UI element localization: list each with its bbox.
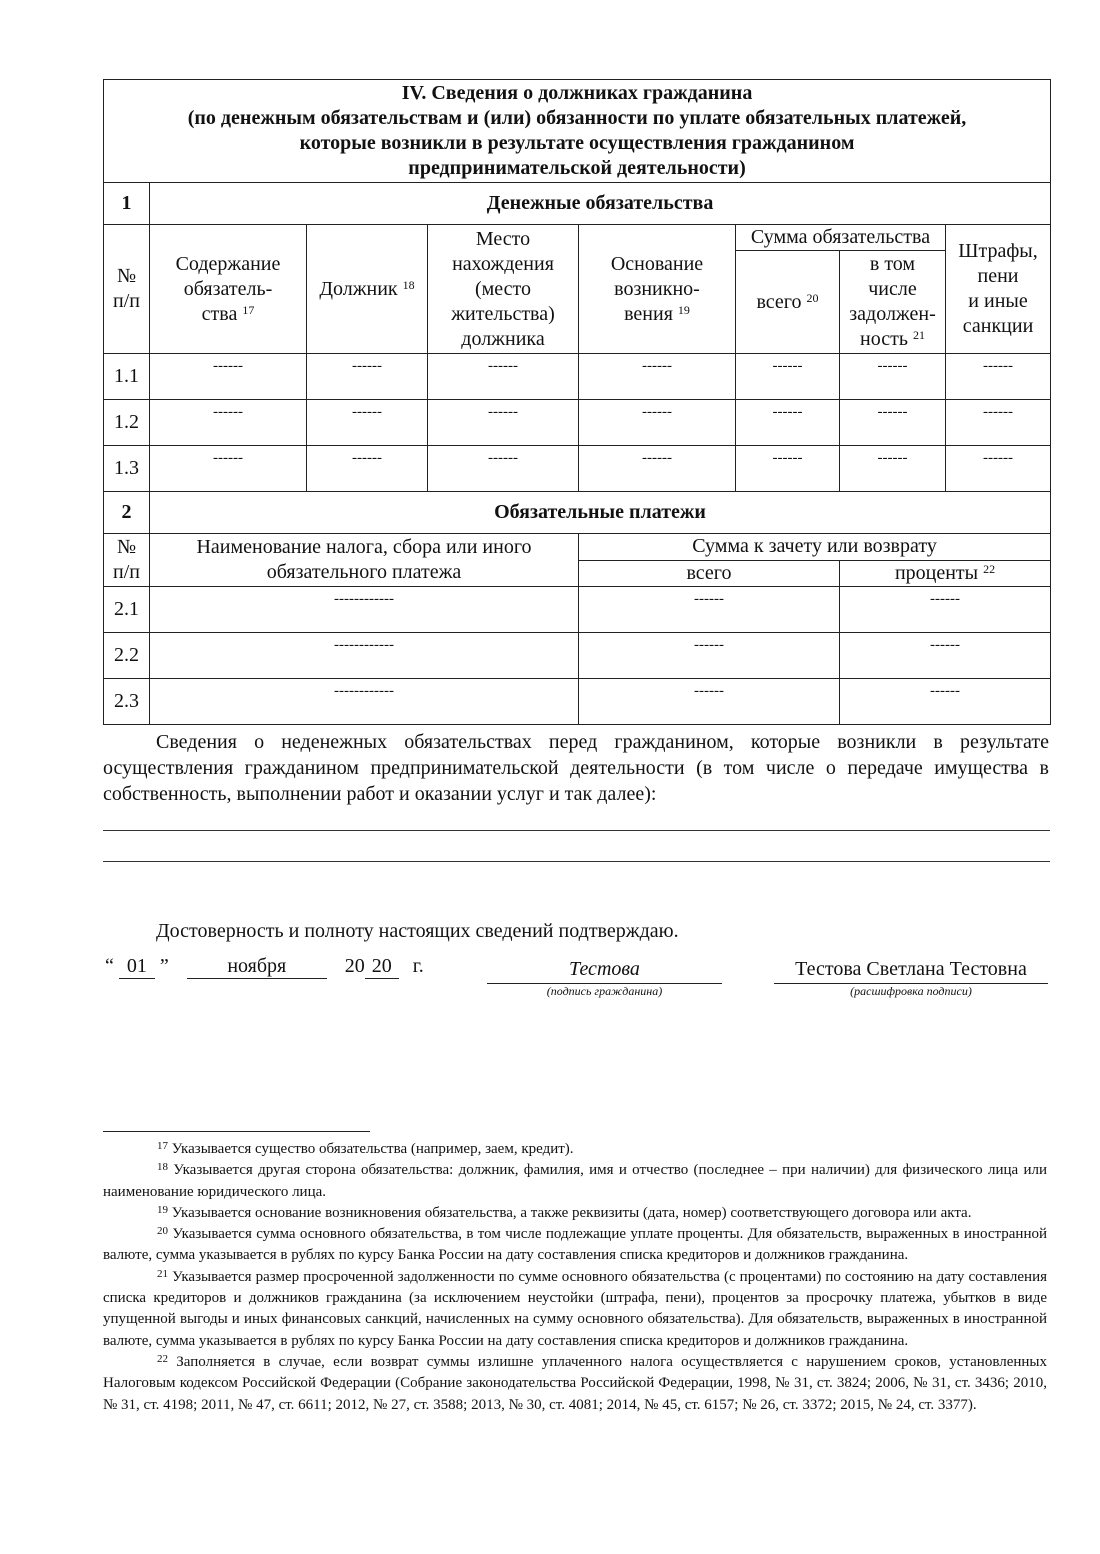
header-place-d: жительства) (451, 302, 555, 325)
date-year-suffix: 20 (365, 955, 399, 979)
part1-title: Денежные обязательства (150, 183, 1051, 225)
cell: ------ (428, 446, 579, 492)
footnote-text: Указывается основание возникновения обязательства, а также реквизиты (дата, номер) соответствующего договора или акта. (171, 1204, 972, 1221)
table-row (104, 633, 1051, 679)
section-title-line3: которые возникли в результате осуществления гражданином (299, 132, 855, 154)
cell: ------ (946, 400, 1051, 446)
header-fines-c: и иные (968, 290, 1028, 312)
cell: ------------ (150, 587, 579, 633)
cell: ------ (946, 446, 1051, 492)
footnote-separator (103, 1131, 370, 1132)
table-row (104, 679, 1051, 725)
part1-number: 1 (104, 183, 150, 225)
footnote-ref-18: 18 (402, 277, 415, 292)
part2-header-num (104, 534, 150, 587)
part2-header-percent (840, 560, 1051, 587)
part2-header-sum: Сумма к зачету или возврату (579, 534, 1051, 561)
cell: ------ (840, 354, 946, 400)
footnote (103, 1267, 1047, 1352)
header-overdue (840, 251, 946, 354)
table-row (104, 400, 1051, 446)
part2-number: 2 (104, 492, 150, 534)
header-content-b: обязатель- (183, 277, 273, 300)
header-basis-a: Основание (610, 252, 704, 275)
date-month: ноября (187, 955, 327, 979)
header-num-b: п/п (113, 290, 140, 312)
cell: ------ (428, 354, 579, 400)
row-number: 1.3 (104, 446, 150, 492)
header-num (104, 225, 150, 354)
cell: ------ (840, 587, 1051, 633)
cell: ------ (428, 400, 579, 446)
header-overdue-b: числе (868, 278, 917, 300)
header-total-label: всего (756, 290, 802, 313)
header-basis-c: вения (624, 302, 673, 325)
row-number: 1.1 (104, 354, 150, 400)
cell: ------ (736, 400, 840, 446)
cell: ------ (946, 354, 1051, 400)
footnote-number: 17 (157, 1140, 168, 1152)
footnote-text: Указывается сумма основного обязательства, в том числе подлежащие уплате проценты. Для обязательств, выраженных в иностранной валюте, сумма указывается в рублях по курсу Банка России на дату составления списка кредиторов и должников гражданина. (103, 1226, 1048, 1264)
section-title-line2: (по денежным обязательствам и (или) обязанности по уплате обязательных платежей, (187, 107, 967, 129)
footnotes (103, 1139, 1047, 1416)
cell: ------ (150, 354, 307, 400)
footnote-ref-17: 17 (242, 302, 255, 317)
cell: ------ (307, 354, 428, 400)
nonmonetary-paragraph: Сведения о неденежных обязательствах перед гражданином, которые возникли в результате осуществления гражданином предпринимательской деятельности (в том числе о передаче имущества в собственность, выполнении работ и оказании услуг и так далее): (103, 731, 1049, 805)
section-title (104, 80, 1051, 183)
header-fines-b: пени (977, 265, 1019, 287)
footnote-number: 18 (157, 1161, 168, 1174)
cell: ------ (579, 400, 736, 446)
quote-open: “ (105, 955, 114, 977)
cell: ------ (579, 446, 736, 492)
header-debtor (307, 225, 428, 354)
footnote-ref-19: 19 (677, 302, 690, 317)
cell: ------ (579, 633, 840, 679)
header-num-a: № (116, 265, 137, 287)
cell: ------ (736, 446, 840, 492)
debtors-table (103, 79, 1051, 725)
header-fines-d: санкции (962, 315, 1034, 337)
signature-full-name-caption: (расшифровка подписи) (850, 984, 972, 998)
cell: ------------ (150, 633, 579, 679)
row-number: 2.2 (104, 633, 150, 679)
header-overdue-d: ность (860, 328, 908, 350)
cell: ------ (736, 354, 840, 400)
header-fines (946, 225, 1051, 354)
row-number: 2.1 (104, 587, 150, 633)
cell: ------ (150, 446, 307, 492)
cell: ------------ (150, 679, 579, 725)
date-year-prefix: 20 (344, 955, 365, 977)
footnote-text: Заполняется в случае, если возврат суммы излишне уплаченного налога осуществляется с нарушением сроков, установленных Налоговым кодексом Российской Федерации (Собрание законодательства Российской Федерации, 1998, № 31, ст. 3824; 2006, № 31, ст. 3436; 2010, № 31, ст. 4198; 2011, № 47, ст. 6611; 2012, № 27, ст. 3588; 2013, № 30, ст. 4081; 2014, № 45, ст. 6157; № 26, ст. 3372; 2015, № 24, ст. 3377). (103, 1353, 1047, 1413)
date-day: 01 (119, 955, 155, 979)
footnote-number: 21 (157, 1267, 168, 1280)
fill-line-1 (103, 830, 1050, 831)
header-sum: Сумма обязательства (736, 225, 946, 251)
footnote (103, 1203, 1047, 1224)
signature: Тестова (487, 955, 722, 984)
footnote (103, 1352, 1047, 1416)
footnote-number: 22 (157, 1352, 168, 1365)
header-place-b: нахождения (452, 252, 554, 275)
part2-header-percent-label: проценты (894, 561, 979, 584)
part2-header-num-a: № (116, 536, 137, 558)
header-overdue-a: в том (869, 253, 916, 275)
cell: ------ (840, 679, 1051, 725)
cell: ------ (307, 446, 428, 492)
part2-header-total: всего (579, 560, 840, 587)
footnote-number: 20 (157, 1225, 168, 1238)
footnote (103, 1160, 1047, 1203)
header-place-c: (место (474, 277, 532, 300)
section-title-line4: предпринимательской деятельности) (408, 157, 746, 179)
header-total (736, 251, 840, 354)
signature-full-name: Тестова Светлана Тестовна (774, 955, 1048, 984)
header-basis-b: возникно- (614, 277, 700, 300)
part2-header-name (150, 534, 579, 587)
header-content-c: ства (201, 302, 238, 325)
date-year-unit: г. (412, 955, 424, 977)
cell: ------ (307, 400, 428, 446)
footnote (103, 1224, 1047, 1267)
header-place-e: должника (461, 327, 545, 350)
header-content-a: Содержание (175, 252, 281, 275)
part2-header-name-a: Наименование налога, сбора или иного (196, 536, 532, 558)
table-row (104, 587, 1051, 633)
row-number: 2.3 (104, 679, 150, 725)
footnote-text: Указывается другая сторона обязательства: должник, фамилия, имя и отчество (последнее – при наличии) для физического лица или наименование юридического лица. (103, 1162, 1047, 1200)
header-debtor-label: Должник (319, 277, 398, 300)
part2-title: Обязательные платежи (150, 492, 1051, 534)
cell: ------ (150, 400, 307, 446)
signature-caption: (подпись гражданина) (546, 984, 663, 998)
cell: ------ (840, 446, 946, 492)
row-number: 1.2 (104, 400, 150, 446)
footnote-text: Указывается размер просроченной задолженности по сумме основного обязательства (с процентами) по состоянию на дату составления списка кредиторов и должников гражданина (за исключением неустойки (штрафа, пени), процентов за просрочку платежа, убытков в виде упущенной выгоды и иных финансовых санкций, начисленных на сумму основного обязательства). Для обязательств, выраженных в иностранной валюте, сумма указывается в рублях по курсу Банка России на дату составления списка кредиторов и должников гражданина. (103, 1268, 1048, 1349)
confirmation-text: Достоверность и полноту настоящих сведений подтверждаю. (156, 920, 679, 942)
footnote-number: 19 (157, 1203, 168, 1216)
date-line (105, 955, 424, 985)
cell: ------ (579, 354, 736, 400)
cell: ------ (579, 587, 840, 633)
part2-header-num-b: п/п (113, 561, 140, 583)
quote-close: ” (159, 955, 169, 977)
header-basis (579, 225, 736, 354)
section-title-line1: IV. Сведения о должниках гражданина (401, 82, 753, 104)
cell: ------ (840, 633, 1051, 679)
header-fines-a: Штрафы, (958, 240, 1038, 262)
header-overdue-c: задолжен- (849, 303, 936, 325)
footnote-ref-21: 21 (912, 328, 925, 342)
cell: ------ (579, 679, 840, 725)
header-place (428, 225, 579, 354)
table-row (104, 446, 1051, 492)
part2-header-name-b: обязательного платежа (266, 561, 462, 583)
footnote (103, 1139, 1047, 1160)
header-place-a: Место (475, 227, 531, 250)
footnote-text: Указывается существо обязательства (например, заем, кредит). (171, 1141, 574, 1157)
footnote-ref-20: 20 (806, 290, 819, 305)
header-content (150, 225, 307, 354)
footnote-ref-22: 22 (983, 561, 996, 576)
fill-line-2 (103, 861, 1050, 862)
table-row (104, 354, 1051, 400)
cell: ------ (840, 400, 946, 446)
